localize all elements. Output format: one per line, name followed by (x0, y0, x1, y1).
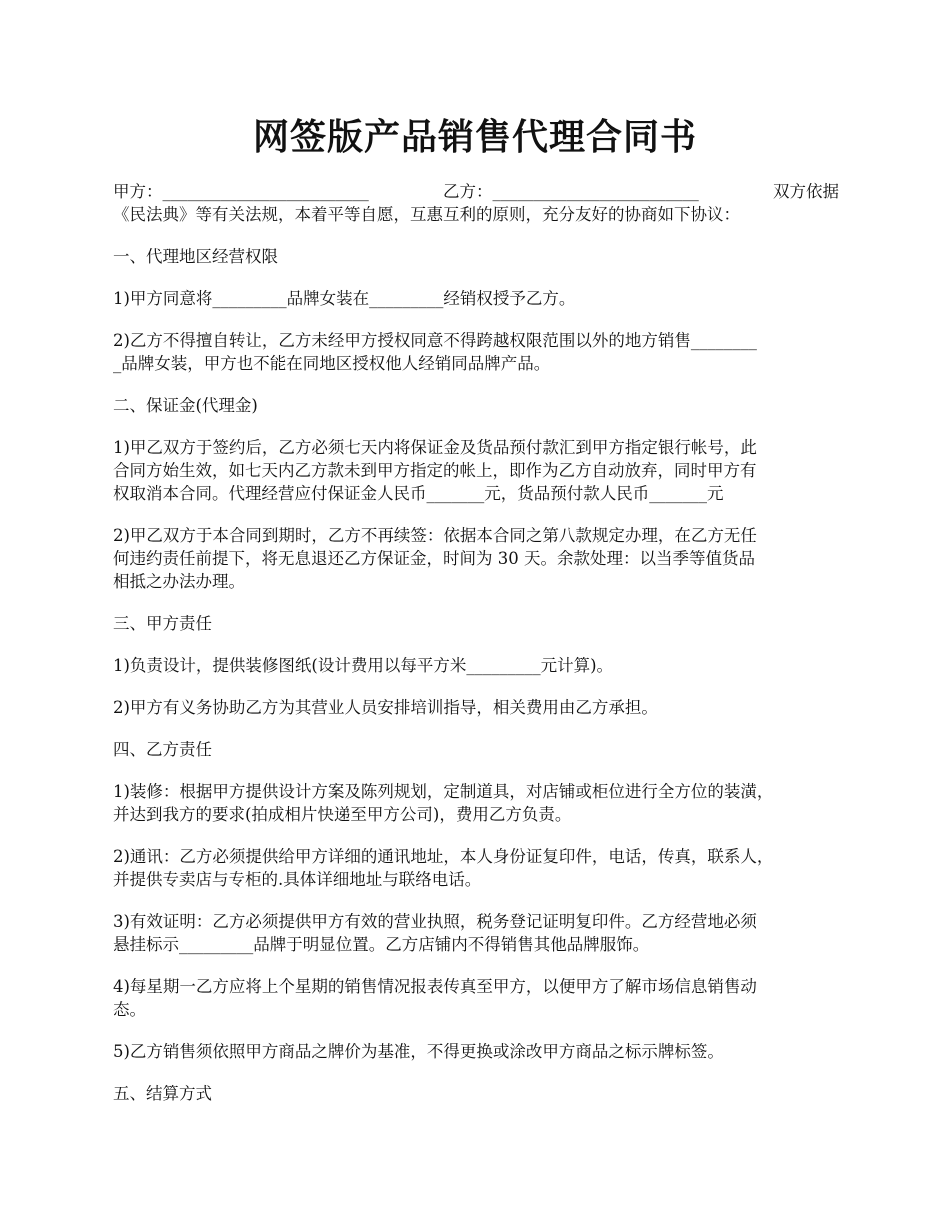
text-line: 并达到我方的要求(拍成相片快递至甲方公司)，费用乙方负责。 (113, 805, 572, 824)
text-line: 并提供专卖店与专柜的.具体详细地址与联络电话。 (113, 870, 482, 889)
party-a-field: 甲方：_________________________ (113, 182, 369, 201)
clause-paragraph (113, 329, 839, 375)
text-line: 3)有效证明：乙方必须提供甲方有效的营业执照，税务登记证明复印件。乙方经营地必须 (113, 912, 757, 931)
text-line: 相抵之办法办理。 (113, 572, 245, 591)
text-line: 1)负责设计，提供装修图纸(设计费用以每平方米_________元计算)。 (113, 656, 614, 675)
text-line: 三、甲方责任 (113, 614, 212, 633)
clause-paragraph (113, 696, 839, 719)
text-line: 2)甲方有义务协助乙方为其营业人员安排培训指导，相关费用由乙方承担。 (113, 698, 658, 717)
text-line: 何违约责任前提下，将无息退还乙方保证金，时间为 30 天。余款处理：以当季等值货品 (113, 549, 755, 568)
section-heading (113, 738, 839, 761)
clause-paragraph (113, 910, 839, 956)
clause-paragraph (113, 975, 839, 1021)
text-line: 2)甲乙双方于本合同到期时，乙方不再续签：依据本合同之第八款规定办理，在乙方无任 (113, 526, 757, 545)
text-line: 2)乙方不得擅自转让，乙方未经甲方授权同意不得跨越权限范围以外的地方销售________ (113, 331, 757, 350)
text-line: 1)甲乙双方于签约后，乙方必须七天内将保证金及货品预付款汇到甲方指定银行帐号，此 (113, 438, 757, 457)
document-title: 网签版产品销售代理合同书 (252, 116, 697, 158)
intro-paragraph (113, 203, 839, 226)
clause-paragraph (113, 780, 839, 826)
clause-paragraph (113, 524, 839, 593)
party-line (113, 180, 839, 203)
text-line: 1)甲方同意将_________品牌女装在_________经销权授予乙方。 (113, 289, 576, 308)
text-line: 态。 (113, 1000, 146, 1019)
text-line: 悬挂标示_________品牌于明显位置。乙方店铺内不得销售其他品牌服饰。 (113, 935, 650, 954)
text-line: 2)通讯：乙方必须提供给甲方详细的通讯地址，本人身份证复印件，电话，传真，联系人， (113, 847, 774, 866)
clause-list (113, 245, 839, 1105)
text-line: 合同方始生效，如七天内乙方款未到甲方指定的帐上，即作为乙方自动放弃，同时甲方有 (113, 461, 757, 480)
text-line: 5)乙方销售须依照甲方商品之牌价为基准，不得更换或涂改甲方商品之标示牌标签。 (113, 1042, 724, 1061)
intro-line: 《民法典》等有关法规，本着平等自愿，互惠互利的原则，充分友好的协商如下协议： (113, 205, 740, 224)
section-heading (113, 245, 839, 268)
clause-paragraph (113, 654, 839, 677)
section-heading (113, 612, 839, 635)
clause-paragraph (113, 845, 839, 891)
text-line: _品牌女装，甲方也不能在同地区授权他人经销同品牌产品。 (113, 354, 551, 373)
text-line: 五、结算方式 (113, 1084, 212, 1103)
basis-start-text: 双方依据 (773, 182, 839, 201)
text-line: 1)装修：根据甲方提供设计方案及陈列规划，定制道具，对店铺或柜位进行全方位的装潢， (113, 782, 774, 801)
clause-paragraph (113, 1040, 839, 1063)
text-line: 一、代理地区经营权限 (113, 247, 278, 266)
text-line: 二、保证金(代理金) (113, 396, 258, 415)
section-heading (113, 394, 839, 417)
clause-paragraph (113, 436, 839, 505)
text-line: 权取消本合同。代理经营应付保证金人民币_______元，货品预付款人民币_______元 (113, 484, 724, 503)
document-body (113, 180, 839, 1124)
section-heading (113, 1082, 839, 1105)
text-line: 四、乙方责任 (113, 740, 212, 759)
clause-paragraph (113, 287, 839, 310)
text-line: 4)每星期一乙方应将上个星期的销售情况报表传真至甲方，以便甲方了解市场信息销售动 (113, 977, 757, 996)
party-b-field: 乙方：_________________________ (443, 182, 699, 201)
